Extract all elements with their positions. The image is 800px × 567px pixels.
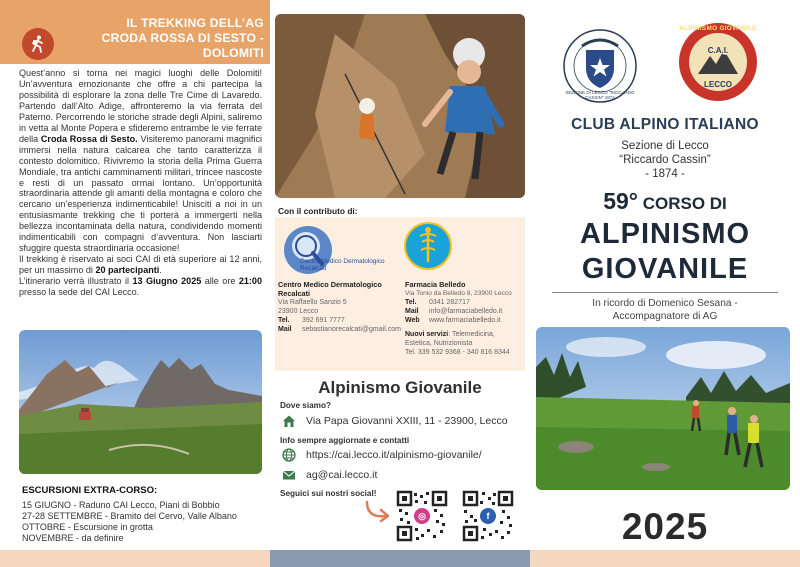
email-row[interactable] [282, 468, 377, 482]
logo-text: Recalcati [300, 265, 327, 272]
excursions-title: ESCURSIONI EXTRA-CORSO: [22, 485, 158, 496]
itinerary-text: presso la sede del CAI Lecco. [19, 287, 140, 298]
cai-logo-text [560, 90, 640, 100]
course-heading [530, 188, 800, 215]
logo-text: Centro Medico Dermatologico [300, 258, 385, 265]
founding-year: - 1874 - [645, 168, 685, 180]
sponsor1-contacts [278, 316, 401, 334]
instagram-icon: ◎ [414, 508, 430, 524]
cover-year: 2025 [621, 506, 709, 547]
section-name: Sezione di Lecco [621, 140, 709, 152]
ag-logo-bottom-text: LECCO [704, 80, 732, 89]
sponsor1-address [278, 298, 347, 316]
participants-highlight: 20 partecipanti [95, 265, 160, 276]
panel-trekking [0, 0, 270, 567]
pharmacy-logo [404, 222, 452, 270]
panel-cover [530, 0, 800, 567]
globe-icon [282, 448, 296, 462]
tel-label: Tel. [405, 299, 417, 306]
trekking-title [70, 16, 264, 61]
section-dedication: “Riccardo Cassin” [619, 154, 711, 166]
sponsors-title: Con il contributo di: [278, 206, 358, 216]
mail-icon [282, 468, 296, 482]
list-item: OTTOBRE - Escursione in grotta [22, 522, 153, 532]
reserved-text: . [159, 265, 162, 276]
ag-logo-mid-text: C.A.I. [707, 46, 729, 55]
dermatology-logo-text [300, 258, 390, 272]
reserved-text: Il trekking è riservato ai soci CAI di età superiore ai 12 anni, per un massimo di [19, 254, 262, 276]
footer-band [530, 550, 800, 567]
list-item: NOVEMBRE - da definire [22, 533, 124, 543]
mail-label: Mail [405, 308, 419, 315]
info-label: Info sempre aggiornate e contatti [280, 436, 410, 445]
club-name: CLUB ALPINO ITALIANO [571, 116, 759, 133]
footer-band [270, 550, 530, 567]
dolomites-photo [19, 330, 262, 474]
trekking-title-line: IL TREKKING DELL’AG [126, 16, 264, 30]
services-text: : Telemedicina, [448, 331, 495, 338]
trekking-title-line: DOLOMITI [202, 46, 264, 60]
itinerary-text: alle ore [201, 276, 239, 287]
ag-logo-top-text: ALPINISMO GIOVANILE [679, 25, 757, 32]
cai-lecco-logo [560, 28, 640, 104]
services-label: Nuovi servizi [405, 331, 449, 338]
intro-text: Visiteremo panorami magnifici immersi nella natura calcarea che tanto caratterizza il contesto dolomitico. Rivivremo la storia della Prima Guerra Mondiale, tra antichi camminamenti militari, trincee nascoste e resti di un passato ormai lontano. Un’opportunità straordinaria attende gli amanti della montagna e coloro che cercano un’esperienza indimenticabile! Unisciti a noi in un entusiasmante trekking che ti porterà a immergerti nella bellezza incontaminata della natura, condividendo momenti indimenticabili con compagni d’avventura. Non lasciarti sfuggire questa straordinaria occasione! [19, 133, 262, 254]
where-label: Dove siamo? [280, 401, 331, 410]
curved-arrow-icon [363, 498, 393, 529]
address-text: Via Papa Giovanni XXIII, 11 - 23900, Lecco [306, 415, 508, 427]
sponsor1-name [278, 280, 382, 298]
services-text: Estetica, Nutrizionista [405, 340, 473, 347]
croda-rossa-highlight: Croda Rossa di Sesto. [40, 133, 138, 144]
sponsor1-tel[interactable]: 392 691 7777 [302, 317, 345, 324]
climbers-photo [275, 14, 525, 198]
course-word: CORSO DI [637, 194, 727, 213]
list-item: 15 GIUGNO - Raduno CAI Lecco, Piani di Bobbio [22, 500, 220, 510]
tel-label: Tel. [278, 317, 290, 324]
logo-text: SEZIONE DI LECCO [565, 90, 608, 95]
sponsor-name-line: Centro Medico Dermatologico [278, 280, 382, 289]
alpinismo-giovanile-logo [678, 22, 758, 102]
memorial-text [530, 298, 800, 323]
itinerary-date: 13 Giugno 2025 [132, 276, 202, 287]
sponsor2-contacts [405, 298, 502, 325]
memorial-line: Accompagnatore di AG [612, 310, 718, 322]
facebook-qr[interactable] [462, 490, 514, 542]
facebook-icon: f [480, 508, 496, 524]
email-link[interactable]: ag@cai.lecco.it [306, 469, 378, 481]
sponsor2-mail[interactable]: info@farmaciabelledo.it [429, 308, 503, 315]
sponsor-name-line: Recalcati [278, 289, 311, 298]
sponsor2-tel[interactable]: 0341 282717 [429, 299, 470, 306]
address-line: Via Raffaello Sanzio 5 [278, 299, 347, 306]
divider [552, 292, 778, 293]
memorial-line: In ricordo di Domenico Sesana - [592, 298, 738, 309]
section-title: Alpinismo Giovanile [318, 378, 482, 397]
sponsor2-name: Farmacia Belledo [405, 280, 466, 289]
mail-label: Mail [278, 326, 292, 333]
sponsor1-mail[interactable]: sebastianorecalcati@gmail.com [302, 326, 401, 333]
logo-text: 1874 [604, 95, 615, 100]
footer-band [0, 550, 270, 567]
reserved-paragraph [19, 254, 262, 276]
intro-text: Quest’anno si torna nei magici luoghi delle Dolomiti! Un’avventura emozionante che offre a chi partecipa la possibilità di esplorare la zona delle Tre Cime di Lavaredo. Partendo dall’Alto Adige, affronteremo la via ferrata del Paterno. Percorrendo le storiche strade degli Alpini, saliremo in vetta al Monte Popera e sfideremo entrambe le vie ferrate della [19, 68, 262, 144]
website-link[interactable]: https://cai.lecco.it/alpinismo-giovanile/ [306, 449, 482, 461]
sponsor2-services [405, 330, 510, 357]
sponsor2-address: Via Tonio da Belledo 8, 23900 Lecco [405, 290, 512, 297]
hiker-icon [22, 28, 54, 60]
sponsor2-web[interactable]: www.farmaciabelledo.it [429, 317, 501, 324]
itinerary-time: 21:00 [238, 276, 262, 287]
trekking-title-line: CRODA ROSSA DI SESTO - [101, 31, 264, 45]
logo-text: "RICCARDO CASSIN" [585, 90, 635, 100]
cover-title-line: GIOVANILE [581, 253, 749, 285]
trekking-description [19, 68, 262, 298]
course-number: 59° [603, 188, 638, 214]
itinerary-text: L’itinerario verrà illustrato il [19, 276, 133, 287]
intro-paragraph [19, 68, 262, 254]
social-label: Seguici sui nostri social! [280, 489, 377, 498]
website-row[interactable] [282, 448, 482, 462]
itinerary-paragraph [19, 276, 262, 298]
services-tel: Tel. 339 532 9368 - 340 816 8344 [405, 349, 510, 356]
address-row [282, 414, 508, 428]
hikers-meadow-photo [536, 327, 790, 490]
excursions-list [22, 500, 237, 544]
list-item: 27-28 SETTEMBRE - Bramito del Cervo, Valle Albano [22, 511, 237, 521]
panel-contacts [270, 0, 530, 567]
instagram-qr[interactable] [396, 490, 448, 542]
web-label: Web [405, 317, 420, 324]
cover-title-line: ALPINISMO [579, 218, 751, 250]
address-line: 23900 Lecco [278, 308, 319, 315]
home-icon [282, 414, 296, 428]
